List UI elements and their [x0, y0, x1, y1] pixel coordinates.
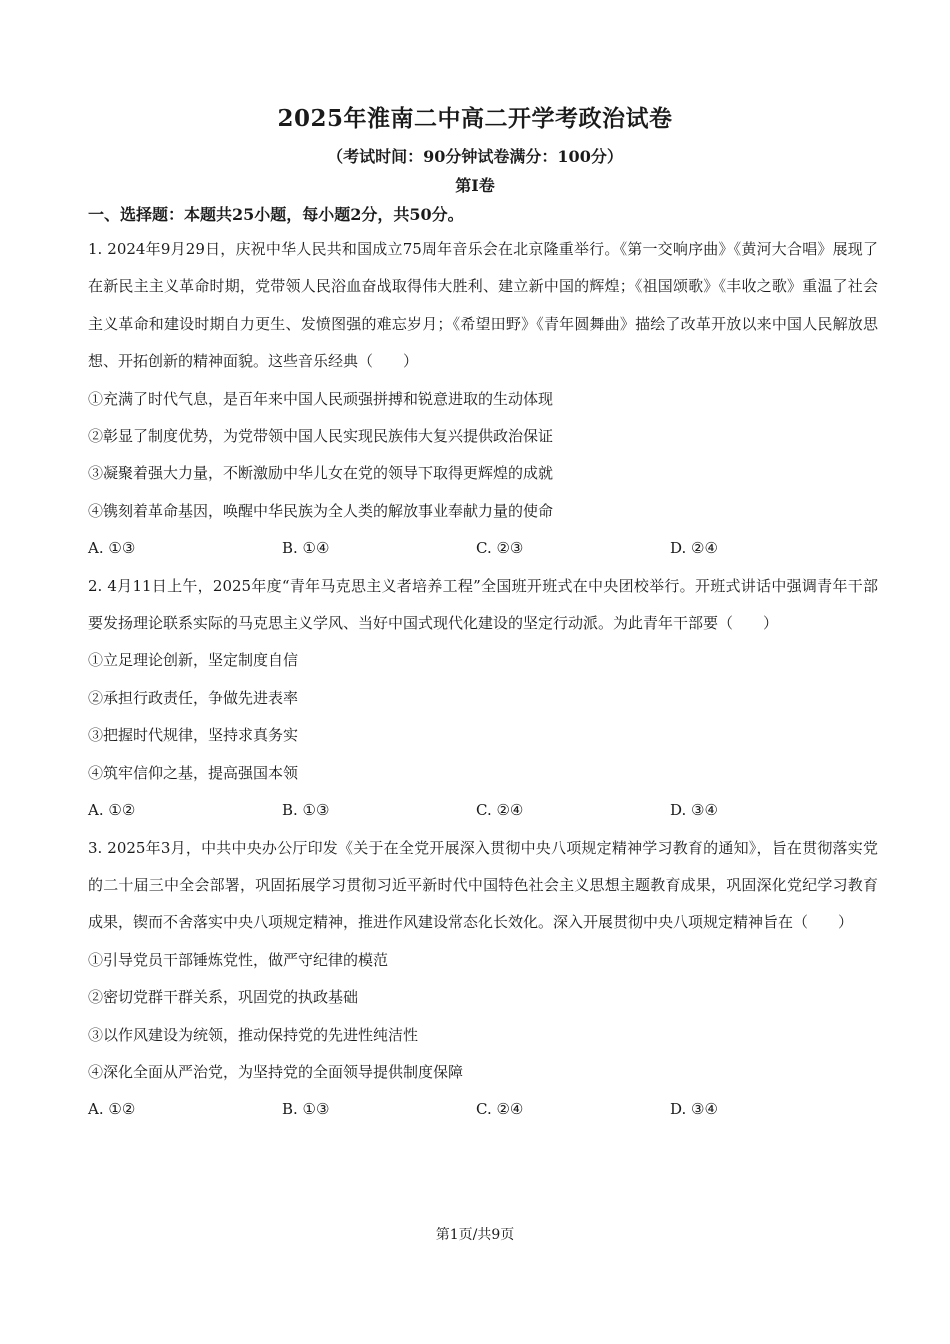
choice-a: A. ①③	[88, 539, 136, 558]
question-stem: 3. 2025年3月，中共中央办公厅印发《关于在全党开展深入贯彻中央八项规定精神学习教育的通知》，旨在贯彻落实党的二十届三中全会部署，巩固拓展学习贯彻习近平新时代中国特色社会主义思想主题教育成果，巩固深化党纪学习教育成果，锲而不舍落实中央八项规定精神，推进作风建设常态化长效化。深入开展贯彻中央八项规定精神旨在（ ）	[88, 838, 878, 932]
choice-d: D. ②④	[670, 539, 718, 558]
choice-a: A. ①②	[88, 801, 136, 820]
answer-choices	[88, 530, 878, 567]
statement-option: ①引导党员干部锤炼党性，做严守纪律的模范	[88, 950, 389, 969]
choice-b: B. ①③	[282, 1100, 330, 1119]
questions-area	[88, 231, 878, 1129]
statement-option: ④深化全面从严治党，为坚持党的全面领导提供制度保障	[88, 1062, 464, 1081]
question-stem: 1. 2024年9月29日，庆祝中华人民共和国成立75周年音乐会在北京隆重举行。《第一交响序曲》《黄河大合唱》展现了在新民主主义革命时期，党带领人民浴血奋战取得伟大胜利、建立新中国的辉煌；《祖国颂歌》《丰收之歌》重温了社会主义革命和建设时期自力更生、发愤图强的难忘岁月；《希望田野》《青年圆舞曲》描绘了改革开放以来中国人民解放思想、开拓创新的精神面貌。这些音乐经典（ ）	[88, 240, 878, 371]
choice-b: B. ①③	[282, 801, 330, 820]
choice-a: A. ①②	[88, 1100, 136, 1119]
exam-title: 2025年淮南二中高二开学考政治试卷	[277, 105, 673, 132]
choice-c: C. ②④	[476, 801, 524, 820]
choice-b: B. ①④	[282, 539, 330, 558]
statement-option: ①立足理论创新，坚定制度自信	[88, 651, 299, 670]
choice-d: D. ③④	[670, 801, 718, 820]
statement-option: ④镌刻着革命基因，唤醒中华民族为全人类的解放事业奉献力量的使命	[88, 501, 554, 520]
statement-option: ②承担行政责任，争做先进表率	[88, 688, 299, 707]
statement-option: ②密切党群干群关系，巩固党的执政基础	[88, 988, 359, 1007]
section-heading: 一、选择题：本题共25小题，每小题2分，共50分。	[88, 205, 464, 224]
choice-c: C. ②③	[476, 539, 524, 558]
answer-choices	[88, 792, 878, 829]
statement-option: ②彰显了制度优势，为党带领中国人民实现民族伟大复兴提供政治保证	[88, 427, 554, 446]
choice-c: C. ②④	[476, 1100, 524, 1119]
statement-option: ③把握时代规律，坚持求真务实	[88, 726, 299, 745]
question-3	[88, 830, 878, 1129]
question-2	[88, 568, 878, 830]
exam-info: （考试时间：90分钟试卷满分：100分）	[327, 147, 623, 166]
volume-label: 第I卷	[455, 176, 495, 195]
question-1	[88, 231, 878, 568]
question-stem: 2. 4月11日上午，2025年度“青年马克思主义者培养工程”全国班开班式在中央团校举行。开班式讲话中强调青年干部要发扬理论联系实际的马克思主义学风、当好中国式现代化建设的坚定行动派。为此青年干部要（ ）	[88, 576, 878, 633]
page-number: 第1页/共9页	[435, 1227, 515, 1243]
answer-choices	[88, 1091, 878, 1128]
statement-option: ③以作风建设为统领，推动保持党的先进性纯洁性	[88, 1025, 419, 1044]
choice-d: D. ③④	[670, 1100, 718, 1119]
statement-option: ③凝聚着强大力量，不断激励中华儿女在党的领导下取得更辉煌的成就	[88, 464, 554, 483]
statement-option: ①充满了时代气息，是百年来中国人民顽强拼搏和锐意进取的生动体现	[88, 389, 554, 408]
statement-option: ④筑牢信仰之基，提高强国本领	[88, 763, 299, 782]
